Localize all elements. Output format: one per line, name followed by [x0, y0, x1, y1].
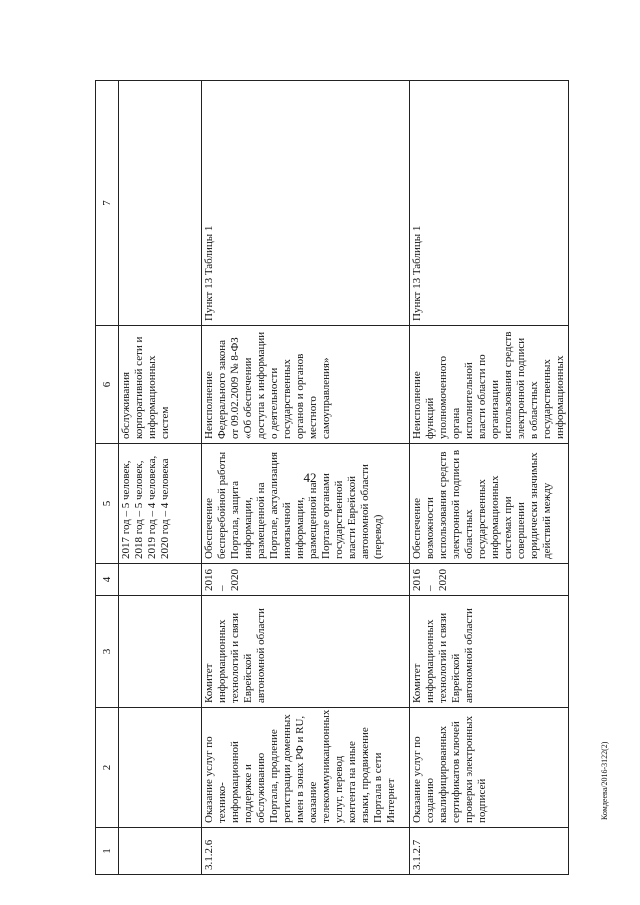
- header-cell: 6: [96, 326, 119, 444]
- header-cell: 7: [96, 81, 119, 326]
- header-cell: 1: [96, 828, 119, 875]
- table-row: [202, 81, 410, 875]
- cell-number: 3.1.2.7: [410, 828, 569, 875]
- header-cell: 4: [96, 564, 119, 596]
- cell-link: [119, 81, 202, 326]
- cell-consequence: обслуживания корпоративной сети и информационных систем: [119, 326, 202, 444]
- header-cell: 5: [96, 444, 119, 564]
- cell-name: Оказание услуг по технико-информационной поддержке и обслуживанию Портала, продление регистрации доменных имен в зонах РФ и RU, оказание телекоммуникационных услуг, перевод контента на иные языки, продвижение Портала в сети Интернет: [202, 708, 410, 828]
- cell-number: [119, 828, 202, 875]
- cell-executor: [119, 596, 202, 708]
- page-number: 42: [303, 470, 317, 485]
- header-row: [96, 81, 119, 875]
- header-cell: 3: [96, 596, 119, 708]
- cell-result: 2017 год – 5 человек, 2018 год – 5 человек, 2019 год – 4 человека, 2020 год – 4 человека: [119, 444, 202, 564]
- cell-link: Пункт 13 Таблицы 1: [410, 81, 569, 326]
- cell-period: [119, 564, 202, 596]
- cell-executor: Комитет информационных технологий и связи Еврейской автономной области: [202, 596, 410, 708]
- cell-name: [119, 708, 202, 828]
- cell-consequence: Неисполнение функций уполномоченного органа исполнительной власти области по организации использования средств электронной подписи в областных государственных информационных: [410, 326, 569, 444]
- cell-executor: Комитет информационных технологий и связи Еврейской автономной области: [410, 596, 569, 708]
- table-row: [119, 81, 202, 875]
- footer-code: Комдеева/2016-3122(2): [600, 741, 609, 820]
- cell-period: 2016 – 2020: [410, 564, 569, 596]
- header-cell: 2: [96, 708, 119, 828]
- cell-link: Пункт 13 Таблицы 1: [202, 81, 410, 326]
- table-row: [410, 81, 569, 875]
- rotated-table-container: [95, 80, 566, 875]
- measures-table: [95, 80, 569, 875]
- cell-period: 2016 – 2020: [202, 564, 410, 596]
- cell-consequence: Неисполнение Федерального закона от 09.02.2009 № 8-ФЗ «Об обеспечении доступа к информации о деятельности государственных органов и органов местного самоуправления»: [202, 326, 410, 444]
- cell-name: Оказание услуг по созданию квалифицированных сертификатов ключей проверки электронных подписей: [410, 708, 569, 828]
- cell-result: Обеспечение бесперебойной работы Портала, защита информации, размещенной на Портале, актуализация иноязычной информации, размещенной на Портале органами государственной власти Еврейской автономной области (перевод): [202, 444, 410, 564]
- cell-number: 3.1.2.6: [202, 828, 410, 875]
- cell-result: Обеспечение возможности использования средств электронной подписи в областных государственных информационных системах при совершении юридически значимых действий между: [410, 444, 569, 564]
